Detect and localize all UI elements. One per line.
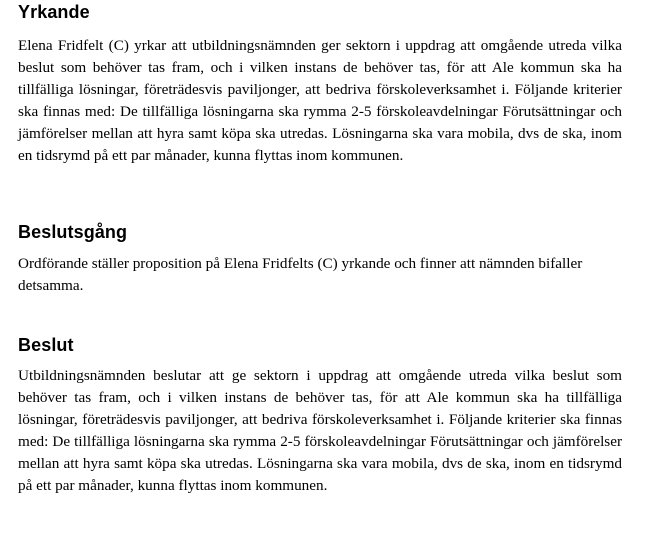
section-body-beslutsgang: Ordförande ställer proposition på Elena Fridfelts (C) yrkande och finner att nämnden bifaller detsamma. <box>18 255 583 294</box>
section-body-beslut: Utbildningsnämnden beslutar att ge sektorn i uppdrag att omgående utreda vilka beslut som behöver tas fram, och i vilken instans de behöver tas, för att Ale kommun ska ha tillfälliga lösningar, företrädesvis paviljonger, att bedriva förskoleverksamhet i. Följande kriterier ska finnas med: De tillfälliga lösningarna ska rymma 2-5 förskoleavdelningar Förutsättningar och jämförelser mellan att hyra samt köpa ska utredas. Lösningarna ska vara mobila, dvs de ska, inom en tidsrymd på ett par månader, kunna flyttas inom kommunen. <box>18 367 622 494</box>
section-body-yrkande: Elena Fridfelt (C) yrkar att utbildningsnämnden ger sektorn i uppdrag att omgående utreda vilka beslut som behöver tas fram, och i vilken instans de behöver tas, för att Ale kommun ska ha tillfälliga lösningar, företrädesvis paviljonger, att bedriva förskoleverksamhet i. Följande kriterier ska finnas med: De tillfälliga lösningarna ska rymma 2-5 förskoleavdelningar Förutsättningar och jämförelser mellan att hyra samt köpa ska utredas. Lösningarna ska vara mobila, dvs de ska, inom en tidsrymd på ett par månader, kunna flyttas inom kommunen. <box>18 37 622 164</box>
section-heading-beslutsgang: Beslutsgång <box>18 222 128 242</box>
section-heading-yrkande: Yrkande <box>18 2 90 22</box>
section-heading-beslut: Beslut <box>18 335 74 355</box>
